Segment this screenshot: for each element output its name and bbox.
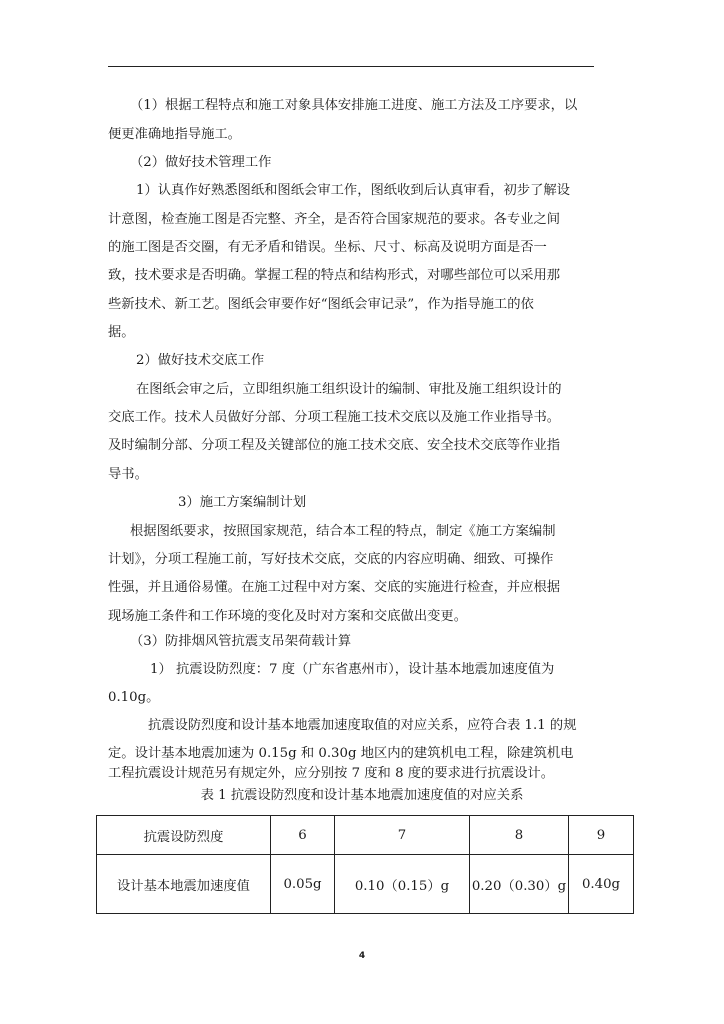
paragraph-line: 便更准确地指导施工。	[108, 127, 241, 142]
paragraph-line: 的施工图是否交圈，有无矛盾和错误。坐标、尺寸、标高及说明方面是否一	[108, 240, 547, 255]
table-header-row	[97, 816, 634, 855]
table-row	[97, 855, 634, 914]
paragraph-line: 现场施工条件和工作环境的变化及时对方案和交底做出变更。	[108, 609, 468, 624]
paragraph-line: 及时编制分部、分项工程及关键部位的施工技术交底、安全技术交底等作业指	[108, 438, 561, 453]
paragraph-line: 0.10g。	[108, 690, 160, 705]
paragraph-line: 抗震设防烈度和设计基本地震加速度取值的对应关系，应符合表 1.1 的规	[148, 718, 577, 733]
paragraph-line: 根据图纸要求，按照国家规范，结合本工程的特点，制定《施工方案编制	[130, 524, 556, 539]
table-cell: 0.10（0.15）g	[335, 855, 470, 914]
table-cell: 9	[569, 816, 634, 855]
header-rule	[108, 66, 594, 67]
paragraph-line: 1）认真作好熟悉图纸和图纸会审工作，图纸收到后认真审看，初步了解设	[136, 183, 570, 198]
paragraph-line: 工程抗震设计规范另有规定外，应分别按 7 度和 8 度的要求进行抗震设计。	[108, 766, 555, 781]
table-cell: 0.05g	[271, 855, 335, 914]
table-cell: 抗震设防烈度	[97, 816, 271, 855]
paragraph-line: 计意图，检查施工图是否完整、齐全，是否符合国家规范的要求。各专业之间	[108, 212, 561, 227]
seismic-table	[96, 815, 634, 914]
paragraph-line: 在图纸会审之后，立即组织施工组织设计的编制、审批及施工组织设计的	[136, 382, 562, 397]
table-cell: 6	[271, 816, 335, 855]
table-cell: 0.40g	[569, 855, 634, 914]
table-cell: 7	[335, 816, 470, 855]
paragraph-line: （1）根据工程特点和施工对象具体安排施工进度、施工方法及工序要求，以	[130, 98, 578, 113]
paragraph-line: 据。	[108, 325, 135, 340]
section-heading: 3）施工方案编制计划	[178, 495, 307, 510]
paragraph-line: 1） 抗震设防烈度：7 度（广东省惠州市），设计基本地震加速度值为	[150, 662, 555, 677]
section-heading: （3）防排烟风管抗震支吊架荷载计算	[130, 634, 352, 649]
table-cell: 0.20（0.30）g	[470, 855, 569, 914]
paragraph-line: 导书。	[108, 467, 148, 482]
paragraph-line: 致，技术要求是否明确。掌握工程的特点和结构形式，对哪些部位可以采用那	[108, 268, 561, 283]
paragraph-line: 性强，并且通俗易懂。在施工过程中对方案、交底的实施进行检查，并应根据	[108, 580, 561, 595]
section-heading: （2）做好技术管理工作	[130, 155, 272, 170]
paragraph-line: 计划》，分项工程施工前，写好技术交底，交底的内容应明确、细致、可操作	[108, 552, 554, 567]
paragraph-line: 交底工作。技术人员做好分部、分项工程施工技术交底以及施工作业指导书。	[108, 410, 561, 425]
section-heading: 2）做好技术交底工作	[136, 353, 265, 368]
table-caption: 表 1 抗震设防烈度和设计基本地震加速度值的对应关系	[200, 788, 524, 803]
paragraph-line: 些新技术、新工艺。图纸会审要作好“图纸会审记录”，作为指导施工的依	[108, 297, 534, 312]
paragraph-line: 定。设计基本地震加速为 0.15g 和 0.30g 地区内的建筑机电工程，除建筑机电	[108, 746, 574, 761]
page-number: 4	[358, 951, 366, 961]
table-cell: 8	[470, 816, 569, 855]
table-cell: 设计基本地震加速度值	[97, 855, 271, 914]
